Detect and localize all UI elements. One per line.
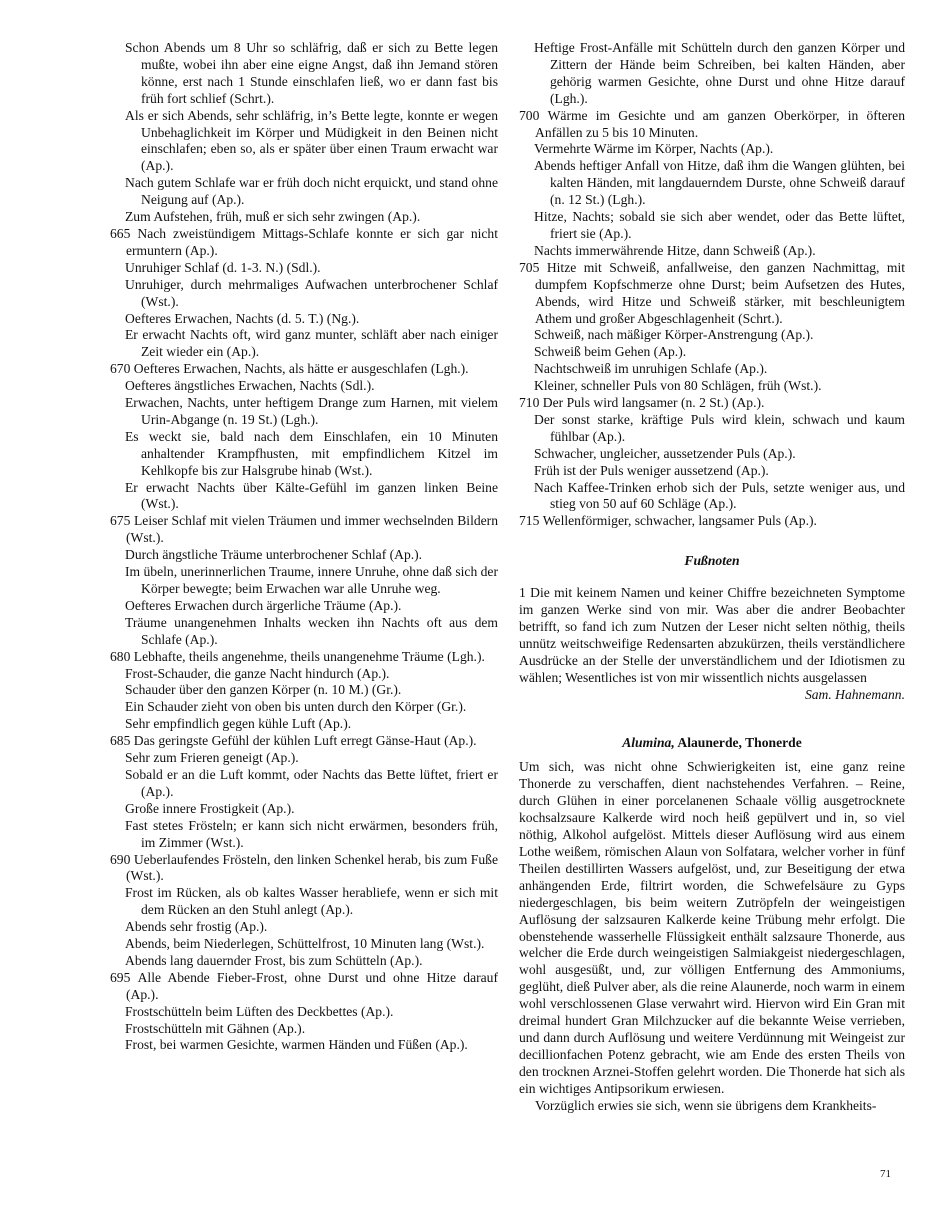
entry-text: Erwachen, Nachts, unter heftigem Drange zum Harnen, mit vielem Urin-Abgange (n. 19 St.) (Lgh.). [125, 395, 498, 427]
symptom-entry [519, 108, 905, 142]
entry-number: 675 [110, 513, 131, 529]
symptom-entry [519, 412, 905, 446]
right-column [519, 40, 905, 1114]
entry-text: Als er sich Abends, sehr schläfrig, in’s Bette legte, konnte er wegen Unbehaglichkeit im Körper und Müdigkeit in den Beinen nicht einschlafen; eben so, als er später über einen Traum erwacht war (Ap.). [125, 107, 498, 174]
footnote-text: 1 Die mit keinem Namen und keiner Chiffre bezeichneten Symptome im ganzen Werke sind von mir. Was aber die andrer Beobachter betrifft, so fand ich zum Nutzen der Leser nicht selten nöthig, theils unnütz weitschweifige Redensarten abzukürzen, theils verständlichere Ausdrücke an der Stelle der unverständlichem und der Idiotismen zu wählen; Wesentliches ist von mir wissentlich nichts ausgelassen [519, 585, 905, 685]
entry-text: Wellenförmiger, schwacher, langsamer Puls (Ap.). [542, 513, 817, 529]
entry-number: 705 [519, 259, 540, 275]
symptom-entry [110, 852, 498, 886]
entry-text: Im übeln, unerinnerlichen Traume, innere Unruhe, ohne daß sich der Körper bewegte; beim Erwachen war alle Unruhe weg. [125, 564, 498, 596]
footnotes-heading: Fußnoten [684, 553, 740, 569]
entry-text: Oefteres Erwachen, Nachts (d. 5. T.) (Ng.). [125, 310, 360, 326]
symptom-entry [110, 936, 498, 953]
entry-number: 715 [519, 513, 540, 529]
section-heading-italic: Alumina, [622, 734, 675, 750]
symptom-entry [110, 919, 498, 936]
entry-text: Unruhiger Schlaf (d. 1-3. N.) (Sdl.). [125, 259, 321, 275]
entry-text: Schwacher, ungleicher, aussetzender Puls (Ap.). [534, 445, 796, 461]
entry-text: Lebhafte, theils angenehme, theils unangenehme Träume (Lgh.). [133, 648, 485, 664]
entry-number: 685 [110, 733, 131, 749]
symptom-entry [519, 480, 905, 514]
entry-text: Oefteres Erwachen, Nachts, als hätte er ausgeschlafen (Lgh.). [133, 361, 469, 377]
symptom-entry [110, 327, 498, 361]
entry-text: Nach Kaffee-Trinken erhob sich der Puls, setzte weniger aus, und stieg von 50 auf 60 Schläge (Ap.). [534, 479, 905, 512]
symptom-entry [110, 598, 498, 615]
entry-text: Abends lang dauernder Frost, bis zum Schütteln (Ap.). [125, 952, 423, 968]
entry-text: Alle Abende Fieber-Frost, ohne Durst und ohne Hitze darauf (Ap.). [126, 969, 499, 1002]
entry-text: Hitze mit Schweiß, anfallweise, den ganzen Nachmittag, mit dumpfem Kopfschmerze ohne Durst; beim Aufsetzen des Hutes, Abends, wird Hitze und Schweiß stärker, mit beschleunigtem Athem und großer Abgeschlagenheit (Schrt.). [535, 259, 905, 326]
symptom-entry [110, 378, 498, 395]
symptom-entry [519, 513, 905, 530]
entry-text: Heftige Frost-Anfälle mit Schütteln durch den ganzen Körper und Zittern der Hände beim Schreiben, bei kalten Händen, aber gehörig warmen Gesichte, ohne Durst und ohne Hitze darauf (Lgh.). [534, 40, 905, 106]
symptom-entry [110, 513, 498, 547]
entry-text: Der Puls wird langsamer (n. 2 St.) (Ap.). [542, 395, 765, 411]
entry-text: Fast stetes Frösteln; er kann sich nicht erwärmen, besonders früh, im Zimmer (Wst.). [125, 817, 498, 850]
symptom-entry [519, 260, 905, 328]
footnote-signature: Sam. Hahnemann. [804, 686, 905, 702]
symptom-entry [110, 547, 498, 564]
symptom-entry [110, 818, 498, 852]
symptom-entry [110, 885, 498, 919]
page-number: 71 [880, 1168, 891, 1180]
symptom-entry [110, 260, 498, 277]
symptom-entry [110, 395, 498, 429]
entry-text: Abends sehr frostig (Ap.). [125, 919, 268, 935]
symptom-entry [519, 463, 905, 480]
entry-text: Abends, beim Niederlegen, Schüttelfrost, 10 Minuten lang (Wst.). [125, 936, 485, 952]
symptom-entry [110, 615, 498, 649]
symptom-entry [519, 395, 905, 412]
symptom-entry [110, 1037, 498, 1054]
symptom-entry [110, 277, 498, 311]
symptom-entry [110, 40, 498, 108]
symptom-entry [519, 344, 905, 361]
entry-text: Kleiner, schneller Puls von 80 Schlägen, früh (Wst.). [534, 378, 822, 394]
symptom-entry [110, 429, 498, 480]
symptom-entry [519, 158, 905, 209]
entry-text: Frostschütteln beim Lüften des Deckbettes (Ap.). [125, 1003, 394, 1019]
symptom-entry [519, 446, 905, 463]
entry-text: Frostschütteln mit Gähnen (Ap.). [125, 1020, 306, 1036]
entry-text: Große innere Frostigkeit (Ap.). [125, 800, 295, 816]
entry-text: Abends heftiger Anfall von Hitze, daß ihm die Wangen glühten, bei kalten Händen, mit langdauerndem Durste, ohne Schweiß darauf (n. 12 St.) (Lgh.). [534, 158, 905, 208]
entry-text: Früh ist der Puls weniger aussetzend (Ap.). [534, 462, 769, 478]
entry-text: Der sonst starke, kräftige Puls wird klein, schwach und kaum fühlbar (Ap.). [534, 411, 905, 444]
left-column [110, 40, 498, 1054]
entry-number: 665 [110, 225, 131, 241]
symptom-entry [110, 480, 498, 514]
entry-number: 670 [110, 361, 131, 377]
symptom-entry [110, 564, 498, 598]
entry-text: Nach gutem Schlafe war er früh doch nicht erquickt, und stand ohne Neigung auf (Ap.). [125, 175, 498, 208]
symptom-entry [110, 209, 498, 226]
symptom-entry [519, 327, 905, 344]
symptom-entry [519, 40, 905, 108]
entry-text: Leiser Schlaf mit vielen Träumen und immer wechselnden Bildern (Wst.). [126, 513, 499, 546]
entry-text: Ueberlaufendes Frösteln, den linken Schenkel herab, bis zum Fuße (Wst.). [126, 851, 498, 884]
entry-text: Schauder über den ganzen Körper (n. 10 M.) (Gr.). [125, 682, 402, 698]
entry-text: Oefteres ängstliches Erwachen, Nachts (Sdl.). [125, 378, 375, 394]
entry-text: Unruhiger, durch mehrmaliges Aufwachen unterbrochener Schlaf (Wst.). [125, 276, 498, 309]
symptom-entry [110, 750, 498, 767]
entry-number: 695 [110, 969, 131, 985]
entry-number: 700 [519, 107, 540, 123]
symptom-entry [110, 311, 498, 328]
symptom-entry [110, 970, 498, 1004]
entry-text: Sehr zum Frieren geneigt (Ap.). [125, 750, 299, 766]
symptom-entry [110, 699, 498, 716]
section-paragraph-2: Vorzüglich erwies sie sich, wenn sie übrigens dem Krankheits- [535, 1097, 877, 1113]
entry-text: Frost, bei warmen Gesichte, warmen Händen und Füßen (Ap.). [125, 1037, 468, 1053]
symptom-entry [110, 682, 498, 699]
entry-text: Hitze, Nachts; sobald sie sich aber wendet, oder das Bette lüftet, friert sie (Ap.). [534, 209, 905, 241]
symptom-entry [110, 716, 498, 733]
symptom-entry [519, 209, 905, 243]
entry-text: Nachts immerwährende Hitze, dann Schweiß (Ap.). [534, 242, 816, 258]
symptom-entry [110, 1021, 498, 1038]
entry-text: Sehr empfindlich gegen kühle Luft (Ap.). [125, 716, 352, 732]
entry-text: Träume unangenehmen Inhalts wecken ihn Nachts oft aus dem Schlafe (Ap.). [125, 614, 498, 647]
section-heading-rest: Alaunerde, Thonerde [674, 734, 802, 750]
symptom-entry [519, 243, 905, 260]
entry-text: Durch ängstliche Träume unterbrochener Schlaf (Ap.). [125, 547, 423, 563]
entry-text: Schweiß beim Gehen (Ap.). [534, 344, 687, 360]
symptom-entry [110, 108, 498, 176]
symptom-entry [519, 141, 905, 158]
symptom-entry [110, 666, 498, 683]
entry-number: 710 [519, 395, 540, 411]
symptom-entry [519, 378, 905, 395]
entry-text: Schweiß, nach mäßiger Körper-Anstrengung (Ap.). [534, 327, 814, 343]
symptom-entry [110, 175, 498, 209]
entry-text: Oefteres Erwachen durch ärgerliche Träume (Ap.). [125, 597, 402, 613]
symptom-entry [110, 649, 498, 666]
entry-number: 690 [110, 851, 131, 867]
entry-text: Nachtschweiß im unruhigen Schlafe (Ap.). [534, 361, 768, 377]
section-heading [519, 735, 905, 752]
symptom-entry [110, 953, 498, 970]
entry-text: Er erwacht Nachts oft, wird ganz munter, schläft aber nach einiger Zeit wieder ein (Ap.). [125, 327, 498, 360]
symptom-entry [110, 226, 498, 260]
symptom-entry [110, 733, 498, 750]
entry-number: 680 [110, 648, 131, 664]
entry-text: Es weckt sie, bald nach dem Einschlafen, ein 10 Minuten anhaltender Krampfhusten, mit empfindlichem Kitzel im Kehlkopfe bis zur Halsgrube hinab (Wst.). [125, 428, 498, 478]
entry-text: Er erwacht Nachts über Kälte-Gefühl im ganzen linken Beine (Wst.). [125, 479, 498, 512]
entry-text: Vermehrte Wärme im Körper, Nachts (Ap.). [534, 141, 774, 157]
entry-text: Wärme im Gesichte und am ganzen Oberkörper, in öfteren Anfällen zu 5 bis 10 Minuten. [535, 107, 905, 140]
symptom-entry [110, 767, 498, 801]
entry-text: Schon Abends um 8 Uhr so schläfrig, daß er sich zu Bette legen mußte, wobei ihn aber eine eigne Angst, daß ihn Jemand stören könne, erst nach 1 Stunde einschlafen ließ, wo er dann fast bis früh fort schlief (Schrt.). [125, 40, 498, 106]
section-paragraph-1: Um sich, was nicht ohne Schwierigkeiten ist, eine ganz reine Thonerde zu verschaffen, dient nachstehendes Verfahren. – Reine, durch Glühen in einer porcelanenen Schaale völlig ausgetrocknete kochsalzsaure Kalkerde wird noch heiß gepülvert und in, so viel nöthig, Alkohol aufgelöst. Mittels dieser Auflösung wird aus einem Lothe weißem, römischen Alaun von Solfatara, welcher vorher in fünf Theilen destillirten Wassers aufgelöst, und, zur Beseitigung der etwa anhängenden Erde, filtrirt worden, die Schwefelsäure zu Gyps niedergeschlagen, bis beim weitern Zutröpfeln der weingeistigen Auflösung der salzsauren Kalkerde keine Trübung mehr erfolgt. Die obenstehende wasserhelle Flüssigkeit enthält salzsaure Thonerde, aus welcher die Erde durch weingeistigen Salmiakgeist niedergeschlagen, wohl ausgesüßt, und, zur völligen Entfernung des Ammoniums, geglüht, dieß Pulver aber, als die reine Alaunerde, noch warm in einem wohl verschlossenen Glase verwahrt wird. Hiervon wird Ein Gran mit dreimal hundert Gran Milchzucker auf die bekannte Weise verrieben, und dann durch Auflösung und weitere Verdünnung mit Weingeist zur decillionfachen Potenz gebracht, wie am Ende des ersten Theils von den trocknen Arznei-Stoffen gelehrt worden. Die Thonerde hat sich als ein wichtiges Antipsorikum erwiesen. [519, 759, 905, 1096]
entry-text: Frost-Schauder, die ganze Nacht hindurch (Ap.). [125, 665, 390, 681]
entry-text: Sobald er an die Luft kommt, oder Nachts das Bette lüftet, friert er (Ap.). [125, 766, 498, 799]
entry-text: Frost im Rücken, als ob kaltes Wasser herabliefe, wenn er sich mit dem Rücken an den Stuhl anlegt (Ap.). [125, 885, 498, 918]
entry-text: Das geringste Gefühl der kühlen Luft erregt Gänse-Haut (Ap.). [133, 733, 477, 749]
symptom-entry [110, 801, 498, 818]
right-entries [519, 40, 905, 530]
entry-text: Zum Aufstehen, früh, muß er sich sehr zwingen (Ap.). [125, 209, 421, 225]
symptom-entry [110, 361, 498, 378]
symptom-entry [519, 361, 905, 378]
symptom-entry [110, 1004, 498, 1021]
entry-text: Nach zweistündigem Mittags-Schlafe konnte er sich gar nicht ermuntern (Ap.). [126, 225, 498, 258]
entry-text: Ein Schauder zieht von oben bis unten durch den Körper (Gr.). [125, 699, 467, 715]
